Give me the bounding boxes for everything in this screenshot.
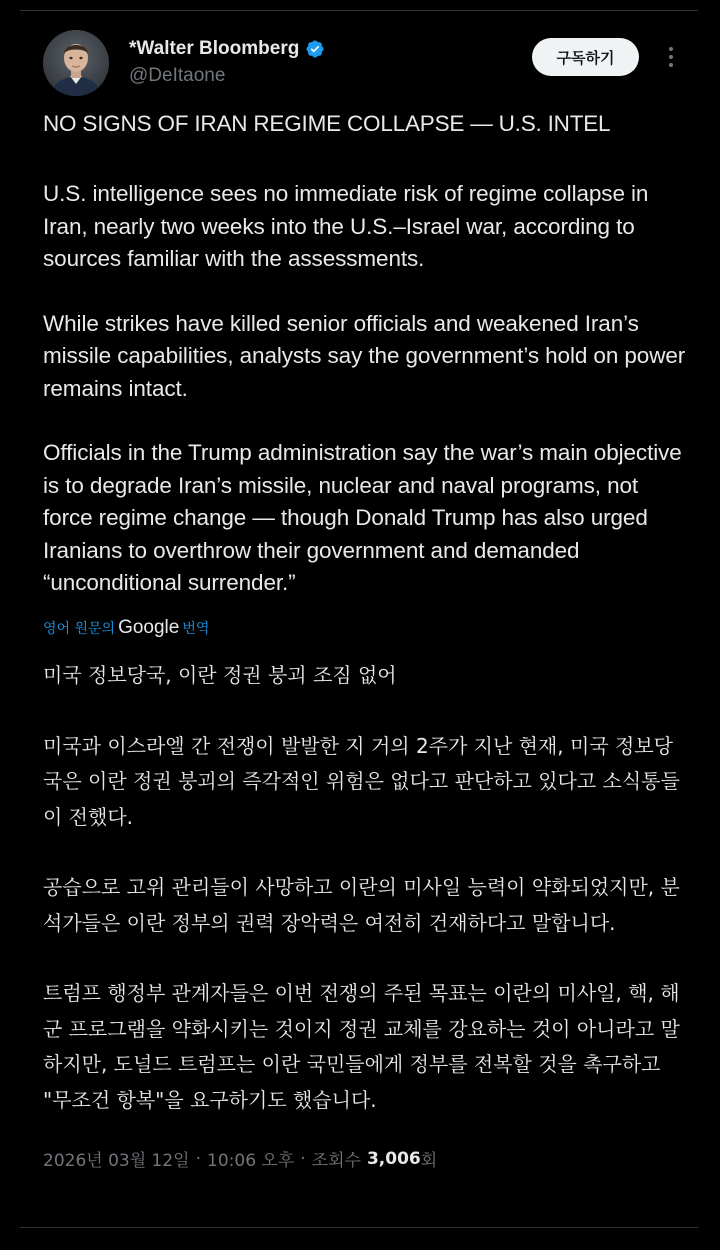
- tweet-date[interactable]: 2026년 03월 12일: [43, 1151, 190, 1171]
- translation-prefix: 영어 원문의: [43, 620, 116, 637]
- meta-separator: ·: [195, 1148, 202, 1169]
- avatar[interactable]: [43, 30, 109, 96]
- display-name-row: [129, 37, 325, 61]
- author-handle[interactable]: @DeItaone: [129, 65, 226, 86]
- views-suffix: 회: [420, 1151, 438, 1171]
- translated-title: 미국 정보당국, 이란 정권 붕괴 조짐 없어: [43, 662, 397, 687]
- verified-badge-icon[interactable]: [305, 39, 325, 59]
- more-dot: [669, 47, 673, 51]
- tweet-paragraph: While strikes have killed senior officials and weakened Iran’s missile capabilities, analysts say the government’s hold on power remains intact.: [43, 310, 686, 401]
- more-dots-icon[interactable]: [662, 42, 680, 72]
- tweet-meta: [43, 1146, 688, 1171]
- views-label: 조회수: [311, 1151, 361, 1171]
- display-name[interactable]: *Walter Bloomberg: [129, 38, 300, 59]
- tweet-title: NO SIGNS OF IRAN REGIME COLLAPSE — U.S. INTEL: [43, 111, 611, 136]
- views-count[interactable]: 3,006: [366, 1148, 421, 1169]
- translation-attribution[interactable]: [43, 616, 688, 640]
- translation-suffix: 번역: [182, 620, 210, 637]
- tweet-time[interactable]: 10:06 오후: [207, 1151, 295, 1171]
- avatar-image: [43, 30, 109, 96]
- tweet-header: [43, 30, 680, 96]
- subscribe-button[interactable]: 구독하기: [532, 38, 639, 76]
- author-names: [129, 37, 325, 87]
- translated-paragraph: 미국과 이스라엘 간 전쟁이 발발한 지 거의 2주가 지난 현재, 미국 정보당국은 이란 정권 붕괴의 즉각적인 위험은 없다고 판단하고 있다고 소식통들이 전했다.: [43, 733, 680, 829]
- meta-separator: ·: [300, 1148, 306, 1169]
- more-dot: [669, 63, 673, 67]
- tweet-paragraph: Officials in the Trump administration say the war’s main objective is to degrade Iran’s missile, nuclear and naval programs, not force regime change — though Donald Trump has also urged Iranians to overthrow their government and demanded “unconditional surrender.”: [43, 440, 682, 595]
- more-dot: [669, 55, 673, 59]
- tweet-paragraph: U.S. intelligence sees no immediate risk of regime collapse in Iran, nearly two weeks into the U.S.–Israel war, according to sources familiar with the assessments.: [43, 181, 649, 271]
- translated-paragraph: 트럼프 행정부 관계자들은 이번 전쟁의 주된 목표는 이란의 미사일, 핵, 해군 프로그램을 약화시키는 것이지 정권 교체를 강요하는 것이 아니라고 말하지만, 도널드 트럼프는 이란 국민들에게 정부를 전복할 것을 촉구하고 "무조건 항복"을 요구하기도 했습니다.: [43, 981, 680, 1112]
- tweet-body: [43, 108, 688, 1171]
- google-logo: Google: [118, 616, 180, 638]
- translated-paragraph: 공습으로 고위 관리들이 사망하고 이란의 미사일 능력이 약화되었지만, 분석가들은 이란 정부의 권력 장악력은 여전히 건재하다고 말합니다.: [43, 875, 680, 935]
